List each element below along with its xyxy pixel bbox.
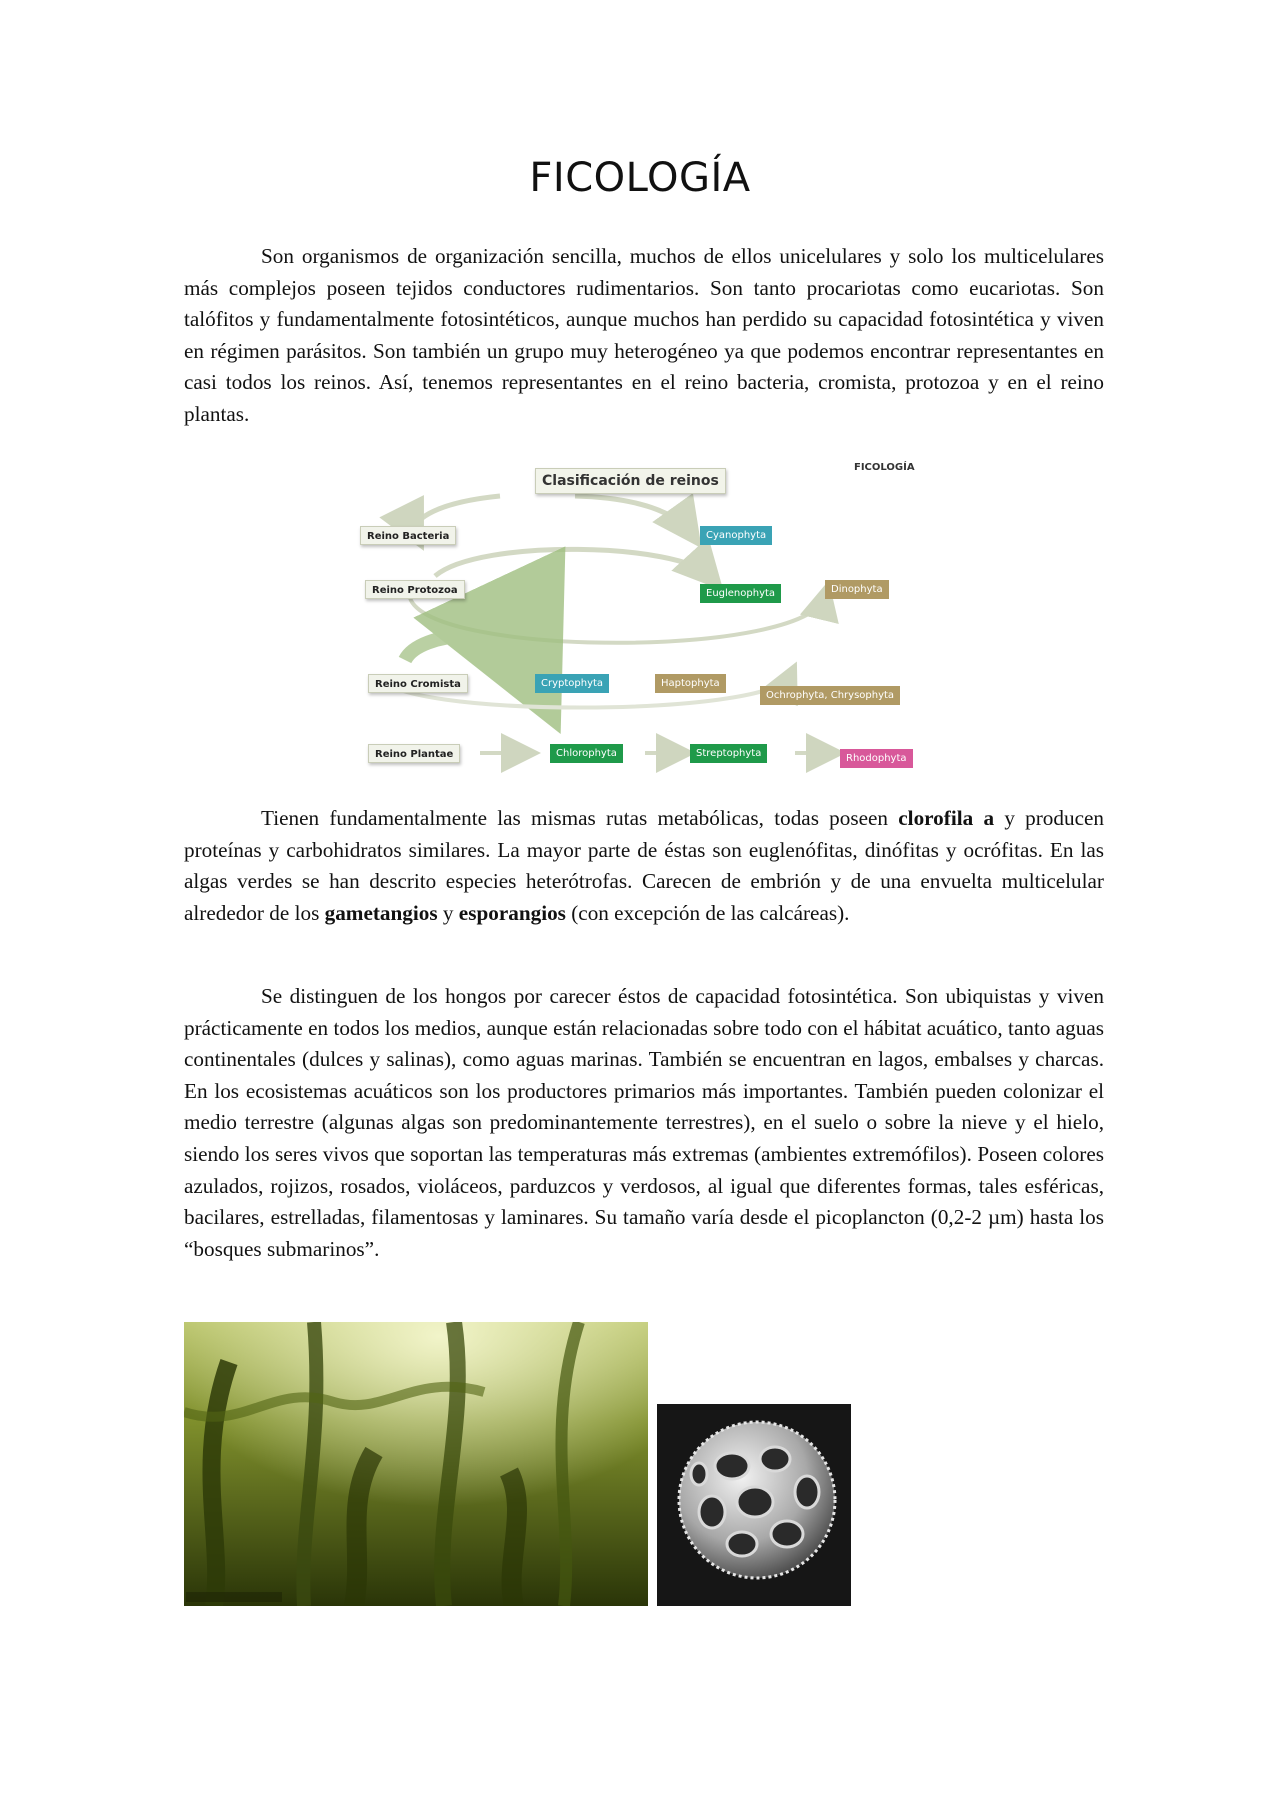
classification-diagram — [350, 448, 950, 788]
phylum-ochrophyta: Ochrophyta, Chrysophyta — [760, 686, 900, 705]
page-title: FICOLOGÍA — [529, 155, 751, 201]
paragraph-intro: Son organismos de organización sencilla, muchos de ellos unicelulares y solo los multicelulares más complejos poseen tejidos conductores rudimentarios. Son tanto procariotas como eucariotas. Son talófitos y fundamentalmente fotosintéticos, aunque muchos han perdido su capacidad fotosintética y viven en régimen parásitos. Son también un grupo muy heterogéneo ya que podemos encontrar representantes en casi todos los reinos. Así, tenemos representantes en el reino bacteria, cromista, protozoa y en el reino plantas. — [184, 244, 1104, 426]
coccolithophore-photo — [657, 1404, 851, 1606]
reino-protozoa: Reino Protozoa — [365, 580, 465, 599]
term-esporangios: esporangios — [458, 900, 566, 925]
phylum-streptophyta: Streptophyta — [690, 744, 767, 763]
phylum-chlorophyta: Chlorophyta — [550, 744, 623, 763]
phylum-cryptophyta: Cryptophyta — [535, 674, 609, 693]
phylum-euglenophyta: Euglenophyta — [700, 584, 781, 603]
reino-plantae: Reino Plantae — [368, 744, 460, 763]
phylum-dinophyta: Dinophyta — [825, 580, 889, 599]
phylum-cyanophyta: Cyanophyta — [700, 526, 772, 545]
term-gametangios: gametangios — [324, 900, 438, 925]
diagram-corner-label: FICOLOGÍA — [854, 462, 915, 473]
term-clorofila: clorofila a — [898, 806, 995, 830]
kelp-forest-photo — [184, 1322, 648, 1606]
reino-cromista: Reino Cromista — [368, 674, 468, 693]
phylum-rhodophyta: Rhodophyta — [840, 749, 913, 768]
reino-bacteria: Reino Bacteria — [360, 526, 456, 545]
diagram-arrows — [350, 448, 950, 788]
paragraph-metabolism: Tienen fundamentalmente las mismas rutas metabólicas, todas poseen clorofila a y producen proteínas y carbohidratos similares. La mayor parte de éstas son euglenófitas, dinófitas y ocrófitas. En las algas verdes se han descrito especies heterótrofas. Carecen de embrión y de una envuelta multicelular alrededor de los gametangios y esporangios (con excepción de las calcáreas). — [184, 806, 1104, 925]
paragraph-habitat: Se distinguen de los hongos por carecer éstos de capacidad fotosintética. Son ubiquistas y viven prácticamente en todos los medios, aunque están relacionadas sobre todo con el hábitat acuático, tanto aguas continentales (dulces y salinas), como aguas marinas. También se encuentran en lagos, embalses y charcas. En los ecosistemas acuáticos son los productores primarios más importantes. También pueden colonizar el medio terrestre (algunas algas son predominantemente terrestres), en el suelo o sobre la nieve y el hielo, siendo los seres vivos que soportan las temperaturas más extremas (ambientes extremófilos). Poseen colores azulados, rojizos, rosados, violáceos, parduzcos y verdosos, al igual que diferentes formas, tales esféricas, bacilares, estrelladas, filamentosas y laminares. Su tamaño varía desde el picoplancton (0,2-2 µm) hasta los “bosques submarinos”. — [184, 984, 1104, 1261]
phylum-haptophyta: Haptophyta — [655, 674, 726, 693]
diagram-title: Clasificación de reinos — [535, 468, 726, 494]
